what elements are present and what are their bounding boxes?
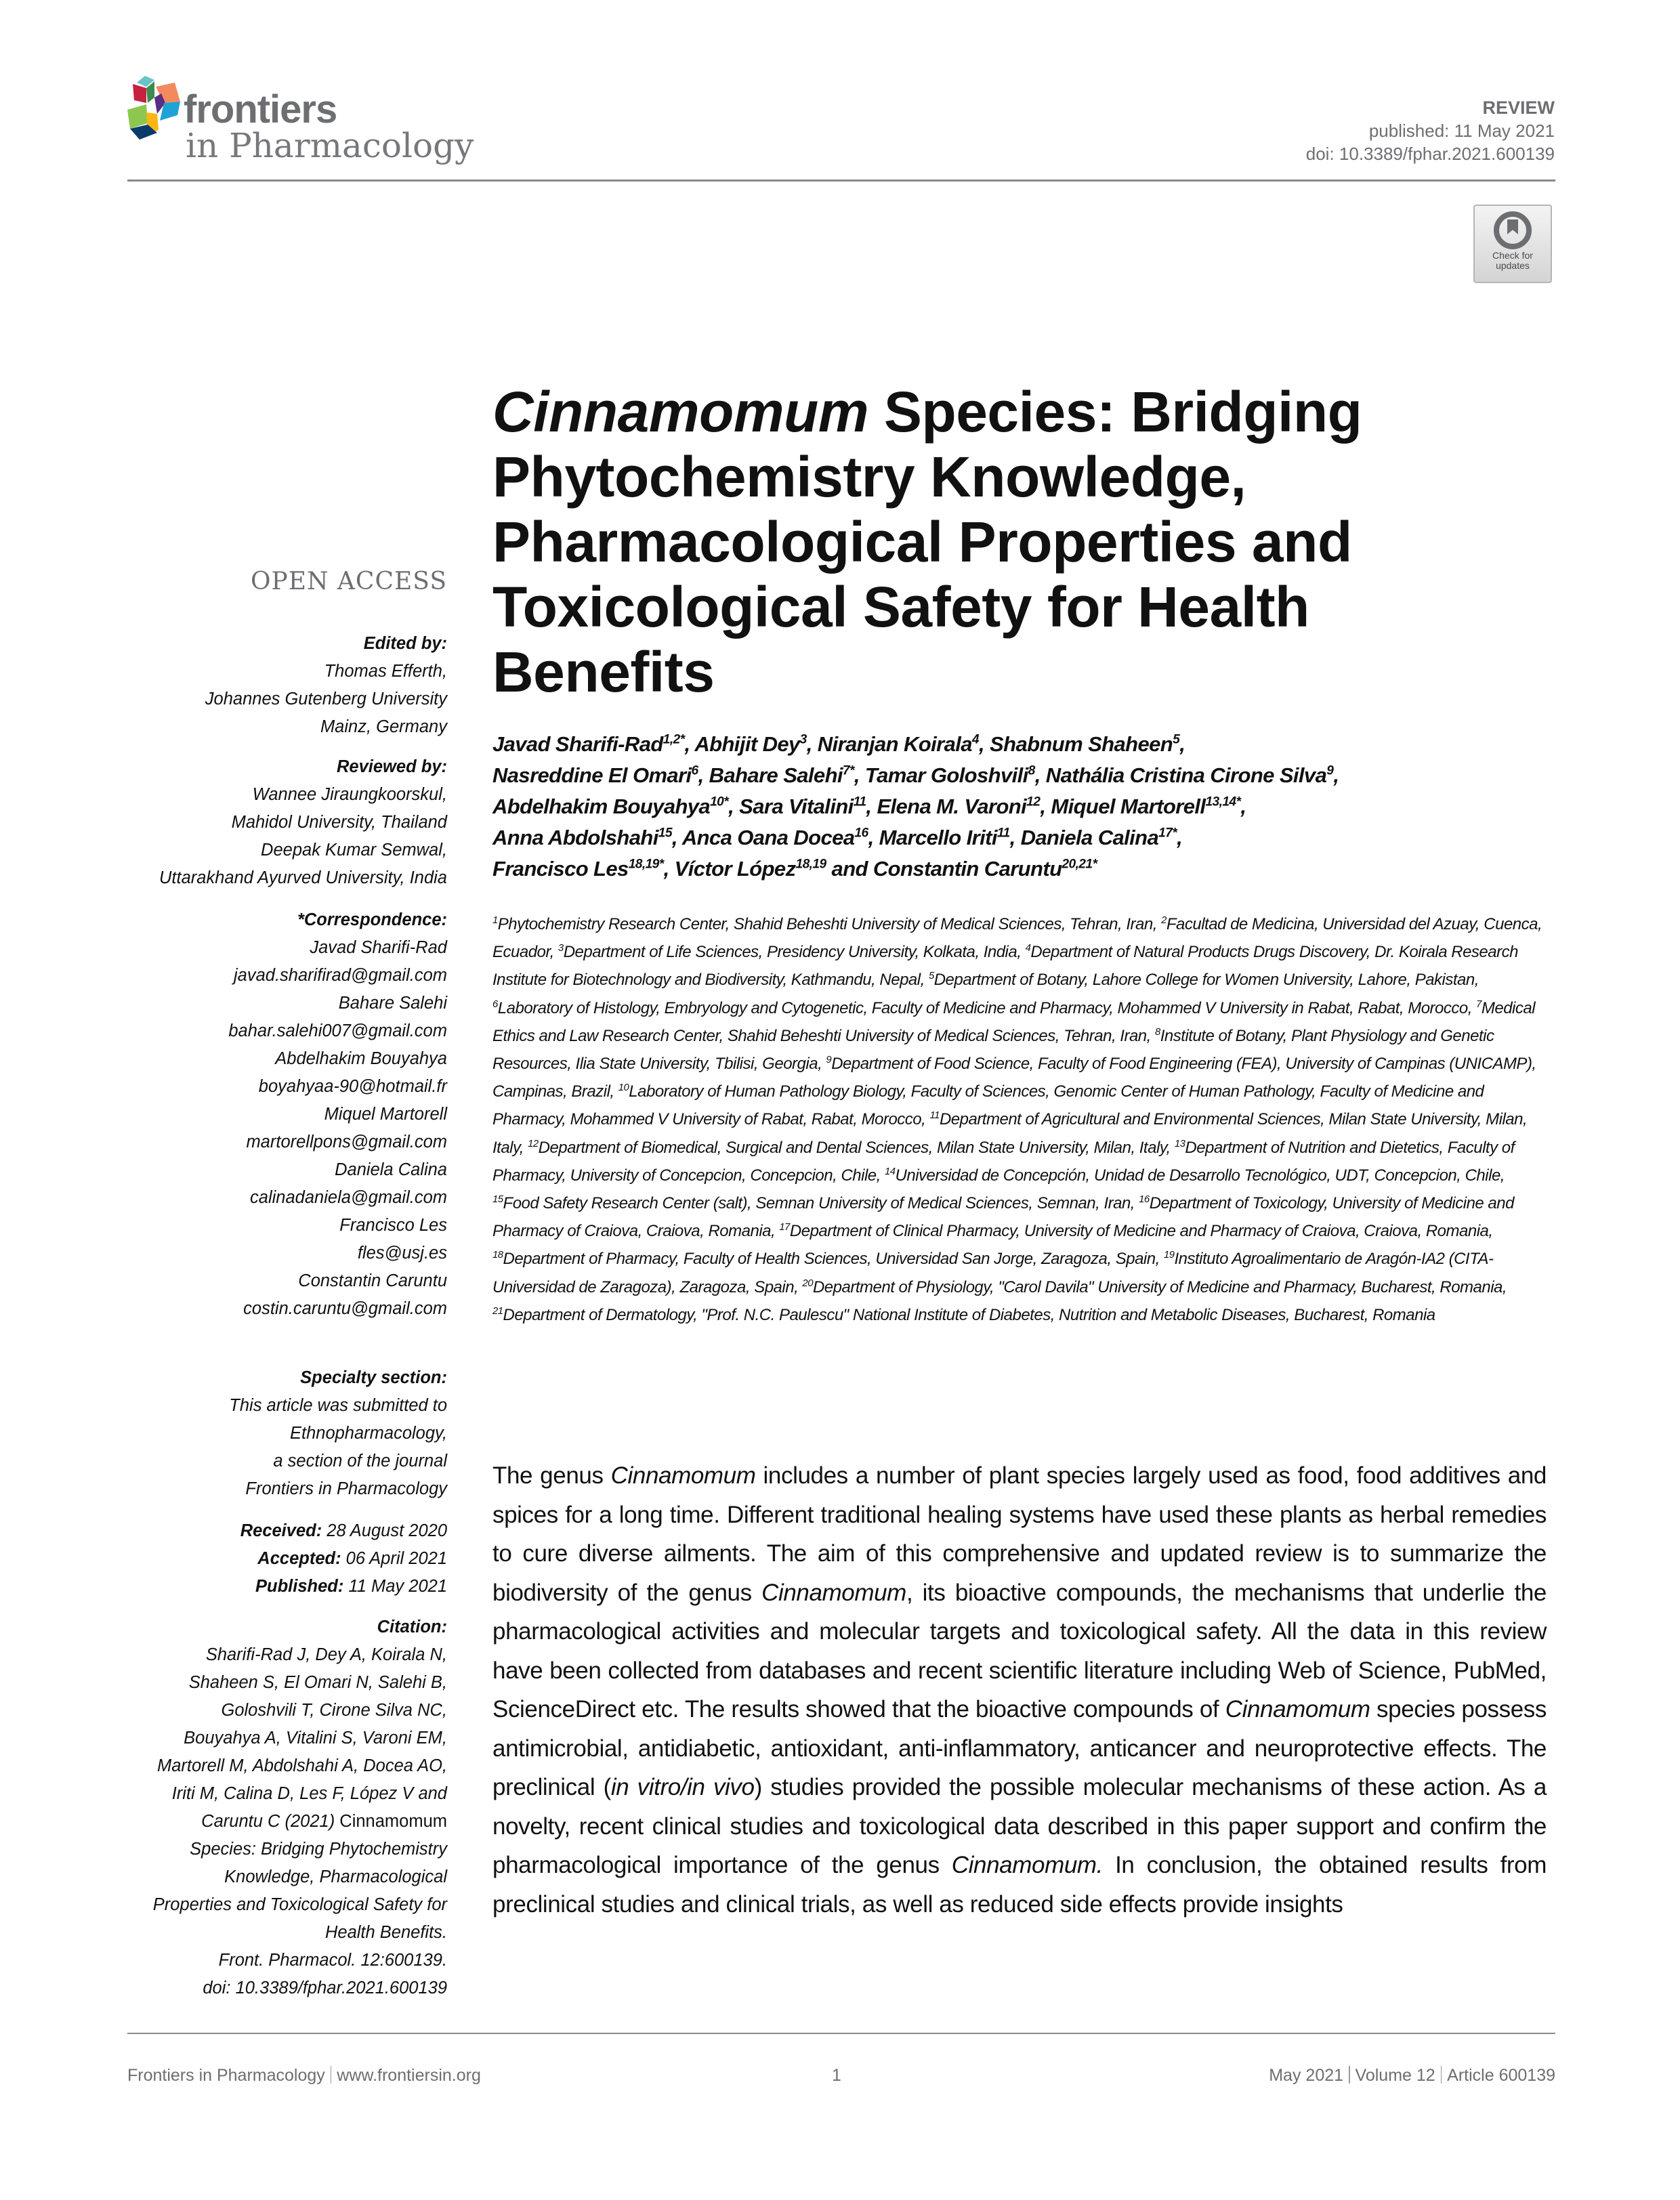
affiliation-ref: 9 <box>1326 763 1334 778</box>
corr-email[interactable]: bahar.salehi007@gmail.com <box>228 1021 447 1040</box>
affiliation-number: 14 <box>885 1166 896 1177</box>
journal-logo <box>127 73 507 168</box>
footer-journal: Frontiers in Pharmacology <box>127 2066 325 2085</box>
affiliation-ref: 6 <box>691 763 698 778</box>
affiliation-number: 2 <box>1161 915 1167 926</box>
affiliation-text: Department of Food Science, Faculty of Food Engineering (FEA), University of Campinas (UNICAMP), Campinas, Brazil, <box>492 1055 1536 1101</box>
affiliation-text: Laboratory of Human Pathology Biology, Faculty of Sciences, Genomic Center of Human Pathology, Faculty of Medicine and Pharmacy, Mohammed V University of Rabat, Rabat, Morocco, <box>492 1082 1484 1129</box>
affiliation-ref: 18,19* <box>628 857 664 872</box>
corr-email[interactable]: fles@usj.es <box>357 1244 447 1263</box>
author-name: Miquel Martorell <box>1051 795 1206 818</box>
frontiers-logo-icon <box>127 73 192 149</box>
affiliation-ref: 3 <box>799 732 807 747</box>
affiliation-number: 11 <box>929 1110 940 1122</box>
affiliation-text: Food Safety Research Center (salt), Semnan University of Medical Sciences, Semnan, Iran, <box>503 1194 1139 1213</box>
abstract-text: species possess antimicrobial, antidiabetic, antioxidant, anti-inflammatory, anticancer and neuroprotective effects. The preclinical ( <box>492 1696 1547 1800</box>
affiliation-text: Phytochemistry Research Center, Shahid Beheshti University of Medical Sciences, Tehran, Iran, <box>497 915 1162 933</box>
edited-by-section: Edited by: Thomas Efferth, Johannes Gutenberg University Mainz, Germany <box>122 630 447 741</box>
affiliation-text: Department of Pharmacy, Faculty of Health Sciences, Universidad San Jorge, Zaragoza, Spain, <box>503 1250 1164 1269</box>
specialty-section: Specialty section: This article was submitted to Ethnopharmacology, a section of the journal Frontiers in Pharmacology <box>122 1364 447 1503</box>
article-title: Cinnamomum Species: Bridging Phytochemistry Knowledge, Pharmacological Properties and Toxicological Safety for Health Benefits <box>492 380 1362 704</box>
affiliation-text: Department of Physiology, "Carol Davila" University of Medicine and Pharmacy, Bucharest, Romania, <box>812 1277 1507 1296</box>
affiliation-ref: 17* <box>1158 826 1177 841</box>
check-for-updates-badge[interactable]: Check for updates <box>1473 205 1552 283</box>
journal-name-primary: frontiers <box>184 87 337 131</box>
article-type: REVIEW <box>1482 98 1555 118</box>
affiliation-text: Department of Natural Products Drugs Discovery, Dr. Koirala Research Institute for Biotechnology and Biodiversity, Kathmandu, Nepal, <box>492 943 1518 990</box>
affiliation-ref: 18,19 <box>795 857 826 872</box>
affiliation-ref: 11 <box>996 826 1010 841</box>
affiliation-text: Medical Ethics and Law Research Center, Shahid Beheshti University of Medical Sciences, Tehran, Iran, <box>492 998 1536 1045</box>
affiliation-number: 7 <box>1476 998 1482 1010</box>
affiliation-number: 4 <box>1025 943 1031 954</box>
published-date: published: 11 May 2021 <box>1368 121 1555 141</box>
corr-name: Miquel Martorell <box>324 1105 447 1124</box>
correspondence-heading: *Correspondence: <box>297 910 447 929</box>
affiliation-ref: 15 <box>658 826 672 841</box>
affiliation-ref: 10* <box>710 795 729 809</box>
corr-name: Constantin Caruntu <box>298 1271 447 1290</box>
journal-name-secondary: in Pharmacology <box>186 126 474 165</box>
edited-by-heading: Edited by: <box>363 634 447 653</box>
affiliation-number: 9 <box>826 1055 832 1066</box>
abstract-text: , its bioactive compounds, the mechanisms that underlie the pharmacological activities and molecular targets and toxicological safety. All the data in this review have been collected from databases and recent scientific literature including Web of Science, PubMed, ScienceDirect etc. The results showed that the bioactive compounds of <box>492 1579 1547 1722</box>
bookmark-ring-icon <box>1494 211 1532 249</box>
affiliation-ref: 1,2* <box>663 732 685 747</box>
affiliation-number: 15 <box>492 1194 503 1206</box>
affiliation-text: Facultad de Medicina, Universidad del Azuay, Cuenca, Ecuador, <box>492 915 1542 962</box>
abstract-text: In conclusion, the obtained results from preclinical studies and clinical trials, as well as reduced side effects provide insights <box>492 1852 1547 1918</box>
author-name: Shabnum Shaheen <box>990 732 1173 756</box>
author-name: Anna Abdolshahi <box>492 826 658 849</box>
affiliation-number: 5 <box>928 971 934 982</box>
corr-name: Bahare Salehi <box>338 994 447 1013</box>
author-name: Marcello Iriti <box>879 826 997 849</box>
abstract-text: includes a number of plant species largely used as food, food additives and spices for a long time. Different traditional healing systems have used these plants as herbal remedies to cure diverse ailments. The aim of this comprehensive and updated review is to summarize the biodiversity of the genus <box>492 1462 1547 1606</box>
corr-name: Francisco Les <box>339 1216 447 1235</box>
author-name: Tamar Goloshvili <box>864 763 1028 787</box>
affiliation-ref: 4 <box>971 732 980 747</box>
affiliation-number: 19 <box>1163 1250 1175 1261</box>
affiliation-ref: 13,14* <box>1205 795 1241 809</box>
open-access-label: OPEN ACCESS <box>250 568 447 595</box>
author-name: Abdelhakim Bouyahya <box>492 795 711 818</box>
received-date: 28 August 2020 <box>327 1521 447 1540</box>
corr-email[interactable]: javad.sharifirad@gmail.com <box>233 966 447 985</box>
affiliation-text: Instituto Agroalimentario de Aragón-IA2 (CITA-Universidad de Zaragoza), Zaragoza, Spain, <box>492 1250 1494 1296</box>
italic-term: Cinnamomum <box>761 1579 906 1606</box>
affiliations <box>492 910 1549 1329</box>
affiliation-ref: 7* <box>842 763 854 778</box>
affiliation-text: Department of Dermatology, "Prof. N.C. Paulescu" National Institute of Diabetes, Nutrition and Metabolic Diseases, Bucharest, Romania <box>503 1305 1435 1324</box>
affiliation-ref: 8 <box>1028 763 1035 778</box>
affiliation-ref: 5 <box>1173 732 1180 747</box>
abstract-text: The genus <box>492 1462 611 1489</box>
affiliation-number: 8 <box>1154 1026 1160 1038</box>
affiliation-number: 20 <box>802 1277 813 1289</box>
author-name: Bahare Salehi <box>709 763 843 787</box>
article-meta <box>1306 96 1555 165</box>
affiliation-text: Department of Nutrition and Dietetics, Faculty of Pharmacy, University of Concepcion, Concepcion, Chile, <box>492 1138 1515 1185</box>
author-name: Constantin Caruntu <box>873 857 1062 881</box>
affiliation-number: 18 <box>492 1250 503 1261</box>
affiliation-text: Universidad de Concepción, Unidad de Desarrollo Tecnológico, UDT, Concepcion, Chile, <box>895 1166 1505 1185</box>
article-doi[interactable]: doi: 10.3389/fphar.2021.600139 <box>1305 144 1555 164</box>
affiliation-number: 13 <box>1174 1138 1185 1149</box>
corr-name: Abdelhakim Bouyahya <box>275 1049 447 1068</box>
affiliation-number: 3 <box>558 943 564 954</box>
author-name: Niranjan Koirala <box>817 732 972 756</box>
italic-term: Cinnamomum <box>1225 1696 1370 1722</box>
affiliation-text: Department of Biomedical, Surgical and Dental Sciences, Milan State University, Milan, Italy, <box>538 1138 1175 1157</box>
affiliation-number: 10 <box>618 1082 629 1094</box>
header-divider <box>127 179 1555 182</box>
author-name: Nathália Cristina Cirone Silva <box>1045 763 1327 787</box>
published-date: 11 May 2021 <box>348 1577 447 1596</box>
author-name: Nasreddine El Omari <box>492 763 692 787</box>
author-name: Víctor López <box>674 857 796 881</box>
author-name: Anca Oana Docea <box>681 826 855 849</box>
italic-term: Cinnamomum <box>610 1462 756 1489</box>
affiliation-number: 1 <box>492 915 498 926</box>
affiliation-text: Department of Life Sciences, Presidency University, Kolkata, India, <box>563 943 1026 962</box>
author-list: Javad Sharifi-Rad$^{1,2*}$, Abhijit Dey$^3$, Niranjan Koirala$^4$, Shabnum Shaheen$^5$, Nasreddine El Omari$^6$, Bahare Salehi$^{7*}$, Tamar Goloshvili$^8$, Nathália Cristina Cirone Silva$^9$, Abdelhakim Bouyahya$^{10*}$, Sara Vitalini$^{11}$, Elena M. Varoni$^{12}$, Miquel Martorell$^{13,14*}$, Anna Abdolshahi$^{15}$, Anca Oana Docea$^{16}$, Marcello Iriti$^{11}$, Daniela Calina$^{17*}$, Francisco Les$^{18,19*}$, Víctor López$^{18,19}$ and Constantin Caruntu$^{20,21*}$ <box>492 732 1339 881</box>
specialty-heading: Specialty section: <box>300 1368 447 1387</box>
citation-heading: Citation: <box>377 1617 447 1636</box>
affiliation-ref: 11 <box>853 795 866 809</box>
published-label: Published: <box>255 1577 344 1596</box>
accepted-label: Accepted: <box>257 1549 341 1568</box>
abstract <box>492 1456 1547 1924</box>
author-name: Francisco Les <box>492 857 629 881</box>
affiliation-text: Department of Botany, Lahore College for Women University, Lahore, Pakistan, <box>933 971 1479 990</box>
corr-name: Javad Sharifi-Rad <box>310 938 447 957</box>
affiliation-text: Department of Toxicology, University of Medicine and Pharmacy of Craiova, Craiova, Romania, <box>492 1194 1514 1241</box>
accepted-date: 06 April 2021 <box>345 1549 447 1568</box>
affiliation-number: 16 <box>1139 1194 1150 1206</box>
page-number: 1 <box>832 2066 841 2085</box>
italic-term: Cinnamomum. <box>951 1852 1103 1878</box>
affiliation-text: Laboratory of Histology, Embryology and Cytogenetic, Faculty of Medicine and Pharmacy, Mohammed V University in Rabat, Rabat, Morocco, <box>497 998 1477 1017</box>
dates-section <box>122 1517 447 1601</box>
citation-section: Citation: Sharifi-Rad J, Dey A, Koirala N, Shaheen S, El Omari N, Salehi B, Goloshvili T, Cirone Silva NC, Bouyahya A, Vitalini S, Varoni EM, Martorell M, Abdolshahi A, Docea AO, Iriti M, Calina D, Les F, López V and Caruntu C (2021) Cinnamomum Species: Bridging Phytochemistry Knowledge, Pharmacological Properties and Toxicological Safety for Health Benefits. Front. Pharmacol. 12:600139. doi: 10.3389/fphar.2021.600139 <box>122 1613 447 2002</box>
author-name: Javad Sharifi-Rad <box>492 732 663 756</box>
received-label: Received: <box>240 1521 322 1540</box>
citation-doi[interactable]: doi: 10.3389/fphar.2021.600139 <box>203 1979 447 1997</box>
affiliation-ref: 12 <box>1026 795 1041 809</box>
corr-email[interactable]: martorellpons@gmail.com <box>246 1133 447 1151</box>
separator <box>331 2066 332 2083</box>
corr-name: Daniela Calina <box>335 1160 447 1179</box>
footer-divider <box>127 2033 1555 2034</box>
corr-email[interactable]: calinadaniela@gmail.com <box>250 1188 447 1207</box>
author-name: Sara Vitalini <box>739 795 854 818</box>
italic-term: in vitro/in vivo <box>610 1774 755 1800</box>
affiliation-number: 12 <box>528 1138 539 1149</box>
footer-website-link[interactable]: www.frontiersin.org <box>337 2066 481 2085</box>
affiliation-ref: 20,21* <box>1062 857 1097 872</box>
affiliation-number: 21 <box>492 1305 503 1317</box>
reviewed-by-heading: Reviewed by: <box>337 757 447 776</box>
affiliation-number: 6 <box>492 998 498 1010</box>
reviewed-by-section: Reviewed by: Wannee Jiraungkoorskul, Mahidol University, Thailand Deepak Kumar Semwal, Uttarakhand Ayurved University, India <box>122 753 447 892</box>
author-name: Daniela Calina <box>1020 826 1159 849</box>
affiliation-ref: 16 <box>854 826 868 841</box>
affiliation-text: Institute of Botany, Plant Physiology and Genetic Resources, Ilia State University, Tbilisi, Georgia, <box>492 1026 1494 1074</box>
affiliation-text: Department of Agricultural and Environmental Sciences, Milan State University, Milan, Italy, <box>492 1110 1528 1157</box>
author-name: Abhijit Dey <box>694 732 800 756</box>
abstract-text: ) studies provided the possible molecular mechanisms of these action. As a novelty, recent clinical studies and toxicological data described in this paper support and confirm the pharmacological importance of the genus <box>492 1774 1547 1878</box>
affiliation-text: Department of Clinical Pharmacy, University of Medicine and Pharmacy of Craiova, Craiova, Romania, <box>789 1222 1493 1241</box>
author-name: Elena M. Varoni <box>877 795 1027 818</box>
corr-email[interactable]: costin.caruntu@gmail.com <box>243 1299 447 1318</box>
corr-email[interactable]: boyahyaa-90@hotmail.fr <box>258 1077 447 1096</box>
correspondence-section <box>122 906 447 1323</box>
affiliation-number: 17 <box>779 1222 790 1233</box>
